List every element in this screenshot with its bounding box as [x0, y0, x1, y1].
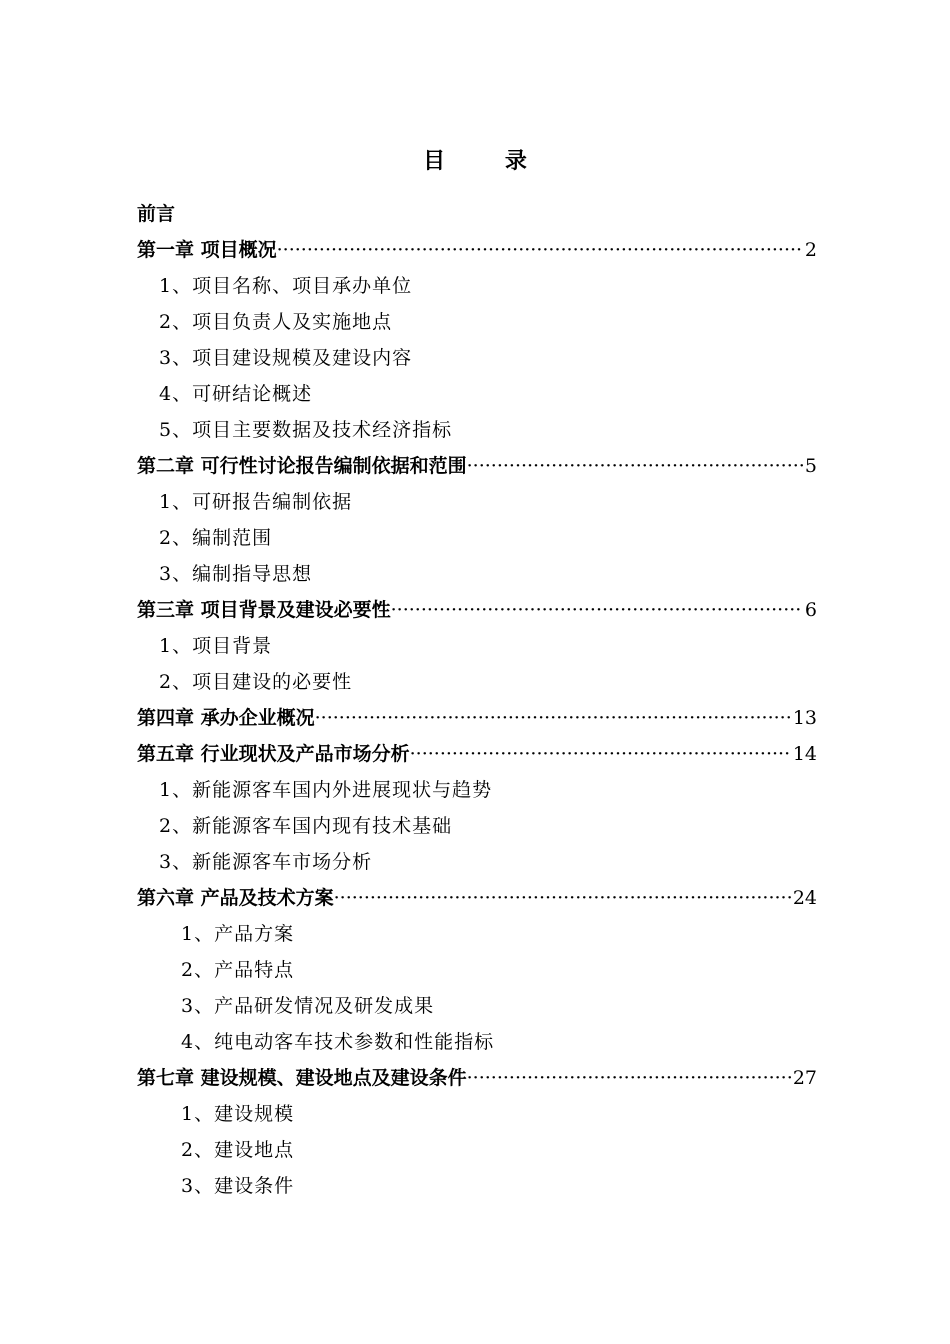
- toc-chapter-7: [137, 1060, 817, 1096]
- toc-item: 2、项目建设的必要性: [159, 671, 353, 693]
- dot-leader: [410, 736, 791, 772]
- chapter-label: 第四章 承办企业概况: [137, 707, 315, 729]
- toc-item: 2、建设地点: [181, 1139, 295, 1161]
- dot-leader: [315, 700, 791, 736]
- chapter-page-number: 27: [792, 1067, 817, 1089]
- toc-chapter-3: [137, 592, 817, 628]
- chapter-page-number: 6: [804, 599, 817, 621]
- dot-leader: [334, 880, 791, 916]
- toc-item: 2、产品特点: [181, 959, 295, 981]
- toc-item: 2、新能源客车国内现有技术基础: [159, 815, 453, 837]
- toc-item: 5、项目主要数据及技术经济指标: [159, 419, 453, 441]
- dot-leader: [391, 592, 803, 628]
- toc-item: 1、产品方案: [181, 923, 295, 945]
- toc-item: 3、编制指导思想: [159, 563, 313, 585]
- dot-leader: [277, 232, 803, 268]
- chapter-page-number: 13: [792, 707, 817, 729]
- chapter-page-number: 24: [792, 887, 817, 909]
- toc-chapter-5: [137, 736, 817, 772]
- toc-item: 1、可研报告编制依据: [159, 491, 353, 513]
- table-of-contents: [137, 196, 817, 1204]
- toc-item: 3、项目建设规模及建设内容: [159, 347, 413, 369]
- chapter-page-number: 14: [792, 743, 817, 765]
- toc-item: 1、新能源客车国内外进展现状与趋势: [159, 779, 493, 801]
- chapter-page-number: 2: [804, 239, 817, 261]
- chapter-label: 第二章 可行性讨论报告编制依据和范围: [137, 455, 467, 477]
- toc-item: 3、建设条件: [181, 1175, 295, 1197]
- toc-item: 4、纯电动客车技术参数和性能指标: [181, 1031, 495, 1053]
- chapter-label: 第五章 行业现状及产品市场分析: [137, 743, 410, 765]
- toc-item: 3、产品研发情况及研发成果: [181, 995, 435, 1017]
- toc-chapter-6: [137, 880, 817, 916]
- toc-item: 3、新能源客车市场分析: [159, 851, 373, 873]
- toc-chapter-1: [137, 232, 817, 268]
- toc-preface: 前言: [137, 203, 176, 225]
- chapter-label: 第一章 项目概况: [137, 239, 277, 261]
- dot-leader: [467, 448, 803, 484]
- toc-title: 目 录: [423, 149, 553, 174]
- toc-chapter-4: [137, 700, 817, 736]
- toc-item: 1、项目背景: [159, 635, 273, 657]
- toc-item: 1、项目名称、项目承办单位: [159, 275, 413, 297]
- chapter-label: 第三章 项目背景及建设必要性: [137, 599, 391, 621]
- toc-chapter-2: [137, 448, 817, 484]
- chapter-label: 第六章 产品及技术方案: [137, 887, 334, 909]
- toc-item: 2、项目负责人及实施地点: [159, 311, 393, 333]
- dot-leader: [467, 1060, 791, 1096]
- chapter-page-number: 5: [804, 455, 817, 477]
- toc-item: 4、可研结论概述: [159, 383, 313, 405]
- toc-item: 2、编制范围: [159, 527, 273, 549]
- chapter-label: 第七章 建设规模、建设地点及建设条件: [137, 1067, 467, 1089]
- toc-item: 1、建设规模: [181, 1103, 295, 1125]
